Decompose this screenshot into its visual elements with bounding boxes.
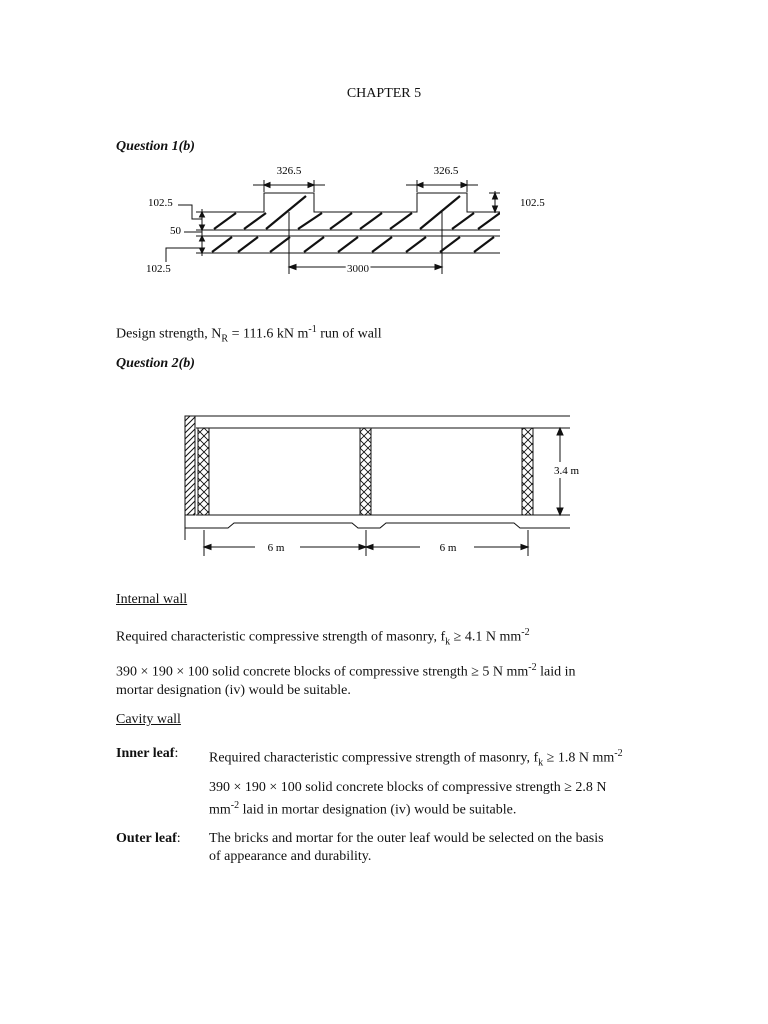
height-dimension-label: 3.4 m (554, 465, 580, 477)
design-strength-subscript: R (221, 333, 229, 345)
inner-leaf-label-text: Inner leaf (116, 746, 175, 761)
span-left-label: 6 m (267, 542, 285, 554)
outer-leaf-label-text: Outer leaf (116, 831, 177, 846)
cavity-wall-heading: Cavity wall (116, 712, 181, 727)
design-strength-result (116, 321, 382, 348)
dimension-label-left-pier: 326.5 (276, 165, 302, 177)
outer-leaf-top-edge (209, 193, 500, 212)
dimension-left-pier (253, 180, 325, 192)
dimension-label-pier-spacing: 3000 (347, 263, 369, 275)
span-right-label: 6 m (439, 542, 457, 554)
inner-strength-value: ≥ 1.8 N mm (543, 750, 615, 766)
dimension-label-outer-thickness: 102.5 (148, 197, 173, 209)
internal-strength-subscript: k (445, 636, 451, 648)
inner-strength-text: Required characteristic compressive strength of masonry, f (209, 750, 539, 766)
internal-strength-superscript: -2 (521, 627, 530, 638)
internal-wall-heading: Internal wall (116, 592, 188, 607)
lower-slab-bottom (185, 523, 570, 528)
inner-strength-subscript: k (538, 757, 544, 769)
chapter-title: CHAPTER 5 (346, 86, 422, 101)
internal-blocks-text-end: laid in (536, 664, 576, 680)
outer-leaf-label (116, 830, 181, 848)
outer-leaf-label-colon: : (176, 831, 181, 846)
internal-wall-blocks (116, 659, 676, 700)
internal-blocks-line2: mortar designation (iv) would be suitable. (116, 682, 351, 698)
dimension-label-pier-projection: 102.5 (520, 197, 545, 209)
internal-strength-text: Required characteristic compressive strength of masonry, f (116, 629, 446, 645)
inner-leaf-blocks (209, 779, 679, 820)
internal-wall-section (360, 428, 371, 515)
inner-blocks-superscript: -2 (230, 800, 240, 811)
inner-blocks-line1: 390 × 190 × 100 solid concrete blocks of compressive strength ≥ 2.8 N (209, 780, 607, 795)
internal-blocks-superscript: -2 (528, 662, 537, 673)
design-strength-value: = 111.6 kN m (228, 326, 309, 342)
inner-blocks-unit: mm (209, 802, 231, 818)
dimension-label-cavity: 50 (170, 225, 181, 237)
internal-wall-strength (116, 624, 530, 651)
design-strength-suffix: run of wall (316, 326, 382, 342)
dimension-label-right-pier: 326.5 (433, 165, 459, 177)
inner-blocks-line2: laid in mortar designation (iv) would be suitable. (239, 802, 517, 818)
dimension-right-pier (406, 180, 478, 192)
outer-leaf-text (209, 830, 679, 866)
design-strength-prefix: Design strength, N (116, 326, 222, 342)
inner-leaf-strength (209, 745, 623, 772)
question-1b-heading: Question 1(b) (116, 139, 195, 154)
dimension-pier-projection (489, 191, 500, 213)
outer-leaf-section (185, 416, 195, 515)
design-strength-superscript: -1 (308, 324, 317, 335)
internal-strength-value: ≥ 4.1 N mm (450, 629, 522, 645)
right-wall-section (522, 428, 533, 515)
inner-leaf-section (198, 428, 209, 515)
inner-strength-superscript: -2 (614, 748, 623, 759)
dimension-label-inner-thickness: 102.5 (146, 263, 171, 275)
inner-leaf-hatching (212, 237, 494, 252)
span-dimensions (204, 530, 528, 556)
inner-leaf-label (116, 745, 178, 763)
wall-elevation-diagram (175, 405, 595, 565)
cavity-wall-plan-diagram (140, 158, 545, 280)
internal-blocks-text: 390 × 190 × 100 solid concrete blocks of compressive strength ≥ 5 N mm (116, 664, 529, 680)
question-2b-heading: Question 2(b) (116, 356, 195, 371)
outer-leaf-line2: of appearance and durability. (209, 849, 372, 864)
inner-leaf-label-colon: : (174, 746, 179, 761)
outer-leaf-line1: The bricks and mortar for the outer leaf would be selected on the basis (209, 831, 604, 846)
